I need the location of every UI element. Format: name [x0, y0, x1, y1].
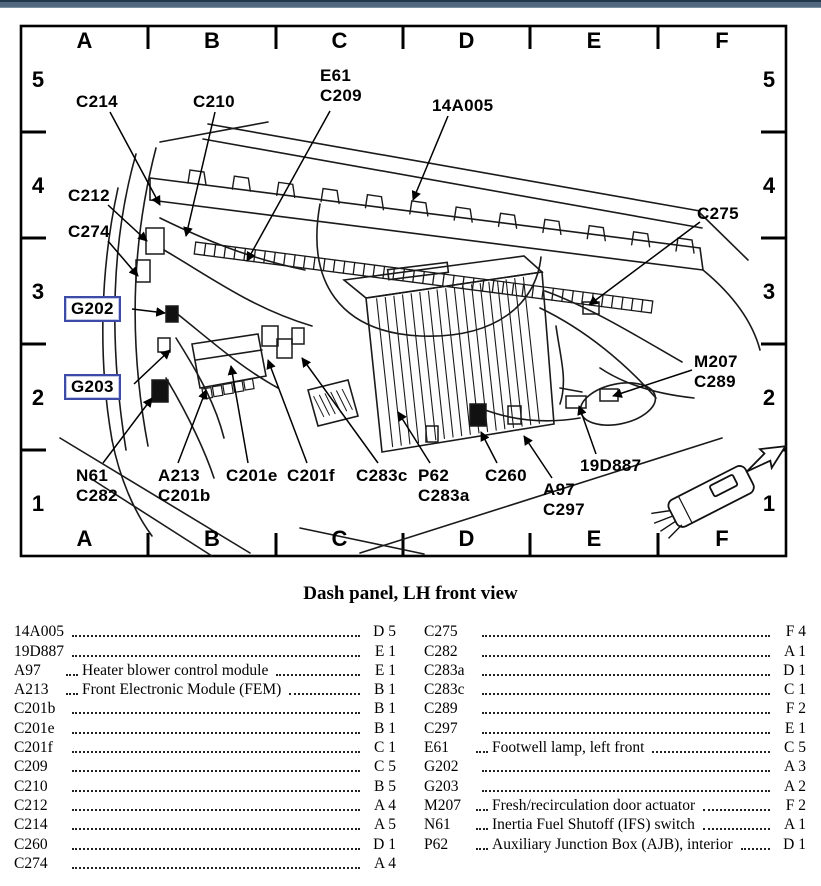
figure-label-line: C275: [697, 204, 739, 223]
index-row-N61: [424, 815, 806, 834]
figure-label-A213-C201b: [158, 466, 211, 506]
index-grid-ref: E 1: [784, 719, 806, 737]
leader-dots: [482, 770, 770, 772]
window-top-bar: [0, 0, 821, 8]
leader-line-G202: [132, 309, 165, 313]
leader-line-A213-C201b: [178, 390, 206, 463]
leader-line-C201f: [268, 360, 307, 463]
grid-row-label-left-3: 3: [31, 279, 45, 304]
index-column-right: [424, 622, 806, 873]
figure-label-C283c: [356, 466, 408, 486]
grid-row-label-right-5: 5: [762, 67, 776, 92]
index-row-G203: [424, 776, 806, 795]
index-row-C209: [14, 757, 396, 776]
figure-label-P62-C283a: [418, 466, 470, 506]
index-row-C275: [424, 622, 806, 641]
grid-col-label-bottom-B: B: [204, 526, 220, 551]
index-row-C282: [424, 641, 806, 660]
figure-label-line: C283c: [356, 466, 408, 485]
figure-label-C201e: [226, 466, 278, 486]
grid-row-label-left-4: 4: [31, 173, 45, 198]
index-row-C297: [424, 718, 806, 737]
figure-label-N61-C282: [76, 466, 118, 506]
index-grid-ref: C 5: [784, 739, 806, 757]
grid-row-label-left-2: 2: [31, 385, 45, 410]
leader-dots: [482, 635, 770, 637]
figure-label-G203: [64, 374, 121, 400]
index-code: M207: [424, 796, 462, 814]
index-row-C201b: [14, 699, 396, 718]
grid-col-label-top-B: B: [204, 28, 220, 53]
index-code: C214: [14, 816, 48, 834]
figure-label-line: C212: [68, 186, 110, 205]
figure-label-C210: [193, 92, 235, 112]
label-leader-lines: [103, 111, 700, 478]
figure-label-line: C201e: [226, 466, 278, 485]
index-row-A213: [14, 680, 396, 699]
index-code: C275: [424, 623, 458, 641]
index-code: P62: [424, 835, 449, 853]
leader-line-C275: [589, 222, 700, 305]
grid-col-label-bottom-C: C: [331, 526, 348, 551]
index-grid-ref: F 4: [785, 623, 806, 641]
index-grid-ref: B 1: [374, 681, 396, 699]
figure-label-line: 19D887: [580, 456, 642, 475]
index-code: G202: [424, 758, 459, 776]
index-row-C201f: [14, 738, 396, 757]
index-code: A97: [14, 661, 41, 679]
grid-col-label-top-C: C: [331, 28, 348, 53]
leader-dots: [482, 655, 770, 657]
index-code: N61: [424, 816, 451, 834]
index-row-P62: [424, 834, 806, 853]
index-code: C283a: [424, 661, 465, 679]
index-code: G203: [424, 777, 459, 795]
index-row-C289: [424, 699, 806, 718]
index-row-C212: [14, 796, 396, 815]
leader-dots: [72, 848, 360, 850]
index-grid-ref: A 5: [374, 816, 396, 834]
index-code: C260: [14, 835, 48, 853]
index-row-A97: [14, 661, 396, 680]
index-grid-ref: F 2: [785, 700, 806, 718]
figure-label-line: E61: [320, 66, 352, 85]
index-grid-ref: B 1: [374, 700, 396, 718]
leader-dots: [66, 674, 78, 676]
index-row-C201e: [14, 718, 396, 737]
grid-row-label-right-1: 1: [762, 491, 776, 516]
index-code: C289: [424, 700, 458, 718]
figure-label-line: C289: [694, 372, 736, 391]
leader-line-C274: [108, 241, 138, 276]
leader-dots: [482, 712, 770, 714]
index-grid-ref: A 2: [784, 777, 806, 795]
figure-label-G202: [64, 296, 121, 322]
leader-dots: [72, 809, 360, 811]
index-grid-ref: C 1: [374, 739, 396, 757]
leader-dots: [741, 848, 770, 850]
index-grid-ref: A 4: [374, 854, 396, 872]
grid-col-label-top-F: F: [715, 28, 729, 53]
figure-label-line: G202: [71, 299, 114, 318]
figure-caption: Dash panel, LH front view: [303, 583, 518, 604]
index-row-C210: [14, 776, 396, 795]
leader-dots: [72, 751, 360, 753]
figure-label-line: C260: [485, 466, 527, 485]
leader-dots: [72, 655, 360, 657]
leader-line-C210: [186, 112, 215, 236]
index-column-left: [14, 622, 396, 873]
index-code: C201b: [14, 700, 56, 718]
index-grid-ref: B 5: [374, 777, 396, 795]
leader-dots: [72, 732, 360, 734]
dash-panel-line-art: [0, 8, 821, 564]
figure-label-line: A213: [158, 466, 200, 485]
index-grid-ref: F 2: [785, 796, 806, 814]
index-code: C212: [14, 796, 48, 814]
figure-label-line: G203: [71, 377, 114, 396]
leader-dots: [703, 828, 770, 830]
figure-label-19D887: [580, 456, 641, 476]
leader-line-A97-C297: [524, 436, 552, 478]
leader-dots: [476, 809, 488, 811]
leader-dots: [476, 848, 488, 850]
index-code: 14A005: [14, 623, 64, 641]
index-code: C209: [14, 758, 48, 776]
index-row-G202: [424, 757, 806, 776]
grid-col-label-top-D: D: [458, 28, 475, 53]
index-code: C274: [14, 854, 48, 872]
index-row-14A005: [14, 622, 396, 641]
index-row-E61: [424, 738, 806, 757]
index-row-C260: [14, 834, 396, 853]
grid-row-label-left-5: 5: [31, 67, 45, 92]
figure-label-line: C201b: [158, 486, 211, 505]
index-description: Front Electronic Module (FEM): [82, 681, 282, 699]
leader-dots: [289, 693, 360, 695]
leader-dots: [482, 693, 770, 695]
index-grid-ref: A 1: [784, 816, 806, 834]
index-grid-ref: D 1: [783, 835, 806, 853]
connector-location-figure: [0, 8, 821, 564]
index-grid-ref: D 1: [783, 661, 806, 679]
figure-label-line: N61: [76, 466, 109, 485]
leader-dots: [72, 770, 360, 772]
figure-label-C274: [68, 222, 110, 242]
index-grid-ref: E 1: [374, 661, 396, 679]
figure-label-line: C209: [320, 86, 362, 105]
figure-label-line: 14A005: [432, 96, 494, 115]
index-code: A213: [14, 681, 49, 699]
figure-label-C214: [76, 92, 118, 112]
leader-dots: [66, 693, 78, 695]
leader-line-G203: [134, 350, 170, 384]
grid-col-label-bottom-F: F: [715, 526, 729, 551]
index-row-C274: [14, 854, 396, 873]
index-code: C297: [424, 719, 458, 737]
index-code: 19D887: [14, 642, 64, 660]
figure-label-line: C282: [76, 486, 118, 505]
index-code: C201e: [14, 719, 55, 737]
figure-label-line: C214: [76, 92, 118, 111]
index-description: Fresh/recirculation door actuator: [492, 796, 696, 814]
leader-dots: [482, 674, 770, 676]
index-code: E61: [424, 739, 449, 757]
leader-line-C260: [481, 432, 497, 463]
grid-row-label-right-3: 3: [762, 279, 776, 304]
grid-col-label-top-A: A: [76, 28, 93, 53]
figure-label-14A005: [432, 96, 493, 116]
grid-row-label-right-2: 2: [762, 385, 776, 410]
figure-label-A97-C297: [543, 480, 585, 520]
index-grid-ref: D 5: [373, 623, 396, 641]
grid-col-label-bottom-A: A: [76, 526, 93, 551]
index-code: C201f: [14, 739, 53, 757]
leader-dots: [276, 674, 360, 676]
figure-label-line: C297: [543, 500, 585, 519]
figure-label-line: C201f: [287, 466, 335, 485]
index-description: Heater blower control module: [82, 661, 269, 679]
figure-label-line: C274: [68, 222, 110, 241]
figure-label-C201f: [287, 466, 335, 486]
index-grid-ref: E 1: [374, 642, 396, 660]
figure-label-E61-C209: [320, 66, 362, 106]
index-row-C214: [14, 815, 396, 834]
leader-dots: [482, 790, 770, 792]
leader-line-19D887: [579, 406, 596, 454]
index-description: Inertia Fuel Shutoff (IFS) switch: [492, 816, 695, 834]
index-row-C283c: [424, 680, 806, 699]
index-row-19D887: [14, 641, 396, 660]
grid-col-label-bottom-D: D: [458, 526, 475, 551]
figure-label-line: C210: [193, 92, 235, 111]
connector-index: [14, 622, 806, 873]
leader-line-14A005: [413, 116, 448, 200]
index-code: C282: [424, 642, 458, 660]
leader-dots: [652, 751, 770, 753]
leader-dots: [72, 867, 360, 869]
figure-label-C260: [485, 466, 527, 486]
leader-dots: [703, 809, 770, 811]
index-description: Footwell lamp, left front: [492, 739, 645, 757]
index-row-C283a: [424, 661, 806, 680]
leader-dots: [476, 828, 488, 830]
figure-label-C212: [68, 186, 110, 206]
figure-label-line: C283a: [418, 486, 470, 505]
figure-label-line: M207: [694, 352, 738, 371]
index-grid-ref: A 4: [374, 796, 396, 814]
leader-dots: [72, 828, 360, 830]
leader-dots: [476, 751, 488, 753]
figure-label-C275: [697, 204, 739, 224]
figure-label-M207-C289: [694, 352, 738, 392]
leader-dots: [72, 712, 360, 714]
grid-row-label-right-4: 4: [762, 173, 776, 198]
index-grid-ref: C 1: [784, 681, 806, 699]
index-grid-ref: A 3: [784, 758, 806, 776]
grid-col-label-bottom-E: E: [586, 526, 602, 551]
leader-dots: [72, 635, 360, 637]
leader-dots: [72, 790, 360, 792]
figure-label-line: A97: [543, 480, 576, 499]
grid-row-label-left-1: 1: [31, 491, 45, 516]
index-grid-ref: A 1: [784, 642, 806, 660]
index-grid-ref: C 5: [374, 758, 396, 776]
index-grid-ref: D 1: [373, 835, 396, 853]
index-code: C210: [14, 777, 48, 795]
index-code: C283c: [424, 681, 465, 699]
leader-dots: [482, 732, 770, 734]
grid-col-label-top-E: E: [586, 28, 602, 53]
figure-label-line: P62: [418, 466, 450, 485]
index-row-M207: [424, 796, 806, 815]
index-description: Auxiliary Junction Box (AJB), interior: [492, 835, 733, 853]
index-grid-ref: B 1: [374, 719, 396, 737]
